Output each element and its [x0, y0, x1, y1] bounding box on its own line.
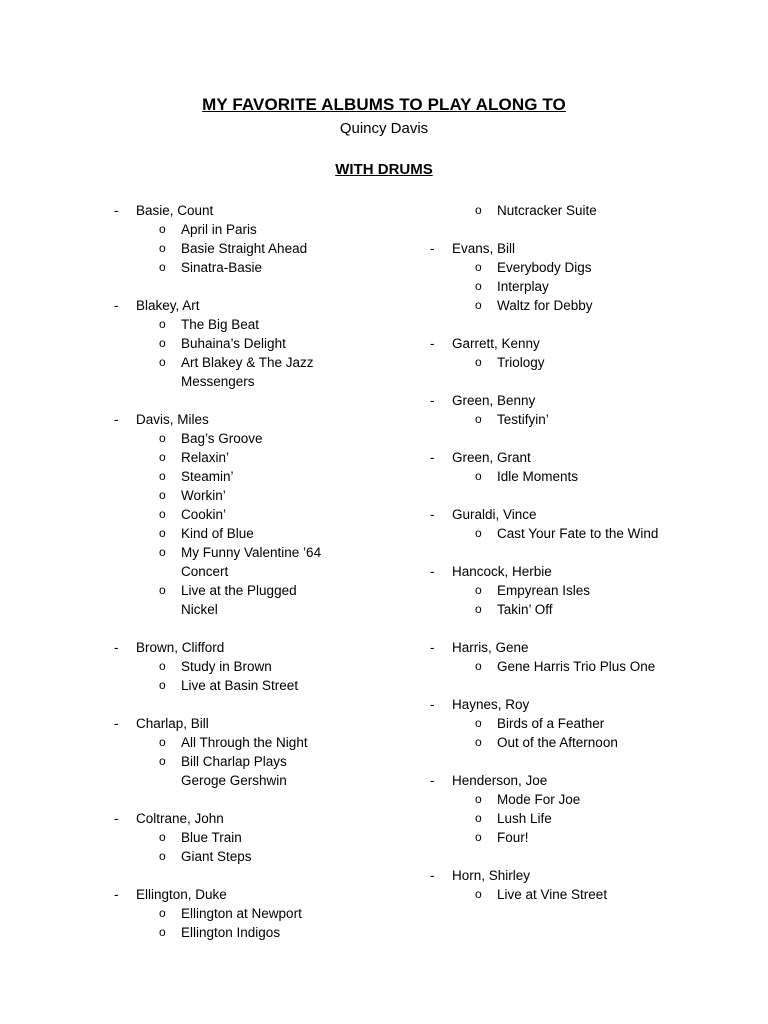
- album-list: [430, 258, 750, 315]
- album-title: Buhaina’s Delight: [181, 336, 286, 351]
- artist-name: [430, 505, 750, 524]
- album-item: [430, 885, 750, 904]
- artist-name: [114, 714, 414, 733]
- artist-name: [430, 334, 750, 353]
- album-list: [114, 904, 414, 942]
- artist-label: Henderson, Joe: [452, 773, 548, 788]
- album-list: [430, 353, 750, 372]
- artist-name: [114, 809, 414, 828]
- album-item: [430, 410, 750, 429]
- artist-group: [114, 296, 414, 391]
- album-list: [430, 885, 750, 904]
- album-item: [430, 524, 750, 543]
- album-title: Workin’: [181, 488, 226, 503]
- album-title: Ellington at Newport: [181, 906, 302, 921]
- artist-name: [114, 885, 414, 904]
- artist-group: [430, 771, 750, 847]
- artist-group: [430, 695, 750, 752]
- artist-label: Blakey, Art: [136, 298, 200, 313]
- album-item: [430, 201, 750, 220]
- bullet-icon: o: [159, 754, 166, 768]
- dash-icon: -: [114, 811, 119, 826]
- dash-icon: -: [430, 393, 435, 408]
- artist-label: Green, Benny: [452, 393, 536, 408]
- artist-name: [430, 771, 750, 790]
- album-title: Kind of Blue: [181, 526, 254, 541]
- artist-name: [430, 239, 750, 258]
- left-column: [114, 201, 414, 961]
- album-title: Four!: [497, 830, 529, 845]
- artist-name: [430, 638, 750, 657]
- album-title: Birds of a Feather: [497, 716, 605, 731]
- bullet-icon: o: [475, 526, 482, 540]
- dash-icon: -: [430, 640, 435, 655]
- album-list: [430, 467, 750, 486]
- artist-label: Haynes, Roy: [452, 697, 530, 712]
- album-item: [114, 353, 414, 391]
- bullet-icon: o: [159, 735, 166, 749]
- album-item: [114, 904, 414, 923]
- artist-group: [430, 239, 750, 315]
- dash-icon: -: [430, 564, 435, 579]
- album-list: [114, 220, 414, 277]
- album-title: Giant Steps: [181, 849, 252, 864]
- dash-icon: -: [114, 716, 119, 731]
- artist-name: [114, 296, 414, 315]
- album-title: Live at the Plugged Nickel: [181, 583, 297, 617]
- album-item: [430, 828, 750, 847]
- artist-group: [430, 562, 750, 619]
- album-item: [430, 790, 750, 809]
- bullet-icon: o: [159, 830, 166, 844]
- dash-icon: -: [430, 241, 435, 256]
- bullet-icon: o: [159, 488, 166, 502]
- dash-icon: -: [430, 868, 435, 883]
- album-item: [114, 505, 414, 524]
- artist-name: [430, 448, 750, 467]
- album-item: [114, 923, 414, 942]
- album-item: [430, 809, 750, 828]
- album-item: [114, 220, 414, 239]
- artist-group: [114, 201, 414, 277]
- artist-group: [430, 391, 750, 429]
- right-column: [430, 201, 750, 923]
- artist-name: [430, 391, 750, 410]
- bullet-icon: o: [475, 811, 482, 825]
- bullet-icon: o: [475, 469, 482, 483]
- album-item: [114, 581, 414, 619]
- dash-icon: -: [114, 640, 119, 655]
- bullet-icon: o: [475, 412, 482, 426]
- artist-label: Green, Grant: [452, 450, 531, 465]
- bullet-icon: o: [475, 792, 482, 806]
- album-title: Everybody Digs: [497, 260, 592, 275]
- section-heading: WITH DRUMS: [335, 161, 433, 178]
- artist-name: [430, 695, 750, 714]
- artist-label: Davis, Miles: [136, 412, 209, 427]
- artist-label: Brown, Clifford: [136, 640, 225, 655]
- bullet-icon: o: [475, 830, 482, 844]
- album-title: All Through the Night: [181, 735, 308, 750]
- artist-group: [114, 809, 414, 866]
- bullet-icon: o: [159, 545, 166, 559]
- dash-icon: -: [114, 887, 119, 902]
- artist-label: Guraldi, Vince: [452, 507, 537, 522]
- bullet-icon: o: [159, 355, 166, 369]
- bullet-icon: o: [475, 583, 482, 597]
- album-title: Cast Your Fate to the Wind: [497, 526, 659, 541]
- album-item: [114, 733, 414, 752]
- bullet-icon: o: [159, 659, 166, 673]
- artist-group: [430, 638, 750, 676]
- bullet-icon: o: [475, 735, 482, 749]
- album-title: Gene Harris Trio Plus One: [497, 659, 656, 674]
- album-list: [430, 201, 750, 220]
- dash-icon: -: [114, 298, 119, 313]
- artist-group: [114, 885, 414, 942]
- album-title: Triology: [497, 355, 545, 370]
- artist-name: [430, 866, 750, 885]
- bullet-icon: o: [159, 469, 166, 483]
- artist-label: Harris, Gene: [452, 640, 529, 655]
- album-item: [114, 467, 414, 486]
- album-item: [114, 828, 414, 847]
- album-title: Live at Basin Street: [181, 678, 299, 693]
- dash-icon: -: [430, 336, 435, 351]
- bullet-icon: o: [159, 906, 166, 920]
- album-list: [114, 429, 414, 619]
- bullet-icon: o: [475, 298, 482, 312]
- album-list: [114, 657, 414, 695]
- bullet-icon: o: [159, 849, 166, 863]
- bullet-icon: o: [159, 925, 166, 939]
- dash-icon: -: [114, 412, 119, 427]
- album-item: [114, 524, 414, 543]
- bullet-icon: o: [475, 203, 482, 217]
- artist-label: Horn, Shirley: [452, 868, 531, 883]
- album-title: Relaxin’: [181, 450, 230, 465]
- album-item: [430, 277, 750, 296]
- album-list: [114, 315, 414, 391]
- album-title: Sinatra-Basie: [181, 260, 263, 275]
- artist-group: [114, 714, 414, 790]
- album-item: [114, 676, 414, 695]
- album-item: [430, 353, 750, 372]
- artist-group: [430, 334, 750, 372]
- album-item: [114, 847, 414, 866]
- album-title: Testifyin’: [497, 412, 549, 427]
- album-item: [114, 543, 414, 581]
- album-title: April in Paris: [181, 222, 257, 237]
- bullet-icon: o: [159, 241, 166, 255]
- album-title: Empyrean Isles: [497, 583, 591, 598]
- album-item: [114, 315, 414, 334]
- bullet-icon: o: [159, 317, 166, 331]
- album-title: My Funny Valentine ’64 Concert: [181, 545, 322, 579]
- artist-group: [430, 505, 750, 543]
- dash-icon: -: [114, 203, 119, 218]
- album-title: Cookin’: [181, 507, 227, 522]
- album-list: [430, 581, 750, 619]
- album-item: [114, 448, 414, 467]
- artist-label: Ellington, Duke: [136, 887, 227, 902]
- bullet-icon: o: [475, 716, 482, 730]
- artist-label: Coltrane, John: [136, 811, 224, 826]
- album-item: [114, 657, 414, 676]
- album-list: [114, 733, 414, 790]
- album-title: Basie Straight Ahead: [181, 241, 308, 256]
- artist-name: [114, 410, 414, 429]
- bullet-icon: o: [475, 602, 482, 616]
- bullet-icon: o: [159, 450, 166, 464]
- album-title: Study in Brown: [181, 659, 272, 674]
- album-title: Ellington Indigos: [181, 925, 281, 940]
- album-list: [430, 714, 750, 752]
- artist-label: Garrett, Kenny: [452, 336, 540, 351]
- bullet-icon: o: [159, 526, 166, 540]
- bullet-icon: o: [159, 431, 166, 445]
- bullet-icon: o: [159, 507, 166, 521]
- artist-group: [114, 410, 414, 619]
- artist-label: Charlap, Bill: [136, 716, 209, 731]
- dash-icon: -: [430, 450, 435, 465]
- album-list: [430, 410, 750, 429]
- album-item: [430, 733, 750, 752]
- album-title: Waltz for Debby: [497, 298, 593, 313]
- album-title: Blue Train: [181, 830, 242, 845]
- album-item: [430, 467, 750, 486]
- album-item: [114, 429, 414, 448]
- album-title: Lush Life: [497, 811, 552, 826]
- artist-group: [430, 866, 750, 904]
- album-item: [114, 258, 414, 277]
- album-item: [430, 258, 750, 277]
- artist-label: Basie, Count: [136, 203, 214, 218]
- album-list: [430, 524, 750, 543]
- bullet-icon: o: [159, 222, 166, 236]
- document-author: Quincy Davis: [339, 120, 429, 137]
- album-title: Nutcracker Suite: [497, 203, 597, 218]
- bullet-icon: o: [475, 279, 482, 293]
- artist-name: [114, 201, 414, 220]
- album-title: Takin’ Off: [497, 602, 553, 617]
- album-title: Steamin’: [181, 469, 234, 484]
- album-item: [430, 581, 750, 600]
- album-list: [430, 657, 750, 676]
- album-title: Live at Vine Street: [497, 887, 608, 902]
- bullet-icon: o: [475, 355, 482, 369]
- album-item: [430, 714, 750, 733]
- bullet-icon: o: [475, 887, 482, 901]
- dash-icon: -: [430, 773, 435, 788]
- artist-name: [430, 562, 750, 581]
- bullet-icon: o: [475, 260, 482, 274]
- album-title: Bill Charlap Plays Geroge Gershwin: [181, 754, 287, 788]
- album-title: Out of the Afternoon: [497, 735, 618, 750]
- bullet-icon: o: [159, 260, 166, 274]
- album-list: [114, 828, 414, 866]
- album-item: [114, 239, 414, 258]
- album-title: Bag’s Groove: [181, 431, 263, 446]
- artist-group: [430, 448, 750, 486]
- album-item: [114, 486, 414, 505]
- artist-label: Evans, Bill: [452, 241, 516, 256]
- bullet-icon: o: [159, 336, 166, 350]
- album-item: [430, 600, 750, 619]
- album-list: [430, 790, 750, 847]
- album-title: The Big Beat: [181, 317, 260, 332]
- artist-label: Hancock, Herbie: [452, 564, 552, 579]
- artist-group: [114, 638, 414, 695]
- artist-name: [114, 638, 414, 657]
- album-title: Art Blakey & The Jazz Messengers: [181, 355, 314, 389]
- album-title: Idle Moments: [497, 469, 579, 484]
- document-title: MY FAVORITE ALBUMS TO PLAY ALONG TO: [202, 95, 566, 114]
- album-title: Mode For Joe: [497, 792, 581, 807]
- bullet-icon: o: [159, 678, 166, 692]
- bullet-icon: o: [159, 583, 166, 597]
- album-item: [430, 657, 750, 676]
- dash-icon: -: [430, 507, 435, 522]
- album-item: [430, 296, 750, 315]
- album-title: Interplay: [497, 279, 549, 294]
- album-item: [114, 334, 414, 353]
- bullet-icon: o: [475, 659, 482, 673]
- dash-icon: -: [430, 697, 435, 712]
- album-item: [114, 752, 414, 790]
- continued-album-group: [430, 201, 750, 220]
